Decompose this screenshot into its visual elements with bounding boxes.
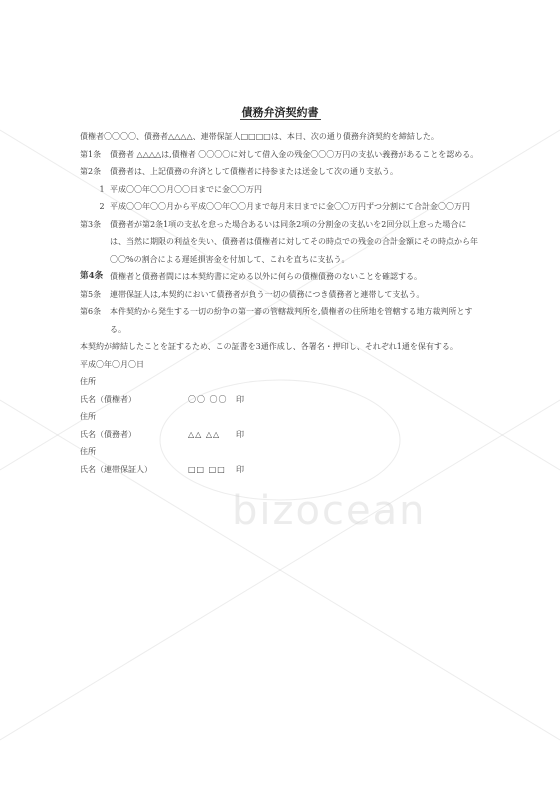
- item-text: 平成〇〇年〇〇月〇〇日までに金〇〇万円: [110, 184, 262, 194]
- item-text: 平成〇〇年〇〇月から平成〇〇年〇〇月まで毎月末日までに金〇〇万円ずつ分割にて合計金〇〇万円: [110, 202, 470, 211]
- article-label: 第6条: [80, 307, 102, 316]
- article-5: [80, 286, 482, 304]
- article-1: [80, 146, 482, 164]
- signer-role: 氏名（連帯保証人）: [80, 464, 152, 474]
- list-item: [80, 181, 482, 199]
- item-number: 1: [99, 184, 105, 194]
- seal-mark: 印: [236, 429, 244, 439]
- closing-paragraph: 本契約が締結したことを証するため、この証書を3通作成し、各署名・押印し、それぞれ1通を保有する。: [80, 342, 458, 351]
- signer-name: △△ △△: [188, 429, 221, 439]
- article-label: 第3条: [80, 219, 102, 229]
- watermark-text: bizocean: [232, 488, 427, 534]
- signer-name: 〇〇 〇〇: [188, 394, 228, 404]
- article-text: 連帯保証人は,本契約において債務者が負う一切の債務につき債務者と連帯して支払う。: [110, 289, 425, 299]
- article-label: 第1条: [80, 149, 102, 159]
- article-3: [80, 216, 482, 269]
- signer-role: 氏名（債権者）: [80, 394, 136, 404]
- address-label: 住所: [80, 447, 96, 456]
- signature-row-creditor: [80, 391, 482, 409]
- signature-row-guarantor: [80, 461, 482, 479]
- signer-name: □□ □□: [188, 464, 226, 474]
- contract-date: 平成〇年〇月〇日: [80, 359, 144, 369]
- intro-paragraph: 債権者〇〇〇〇、債務者△△△△、連帯保証人□□□□は、本日、次の通り債務弁済契約を締結した。: [80, 132, 439, 141]
- article-text: 債務者 △△△△は,債権者 〇〇〇〇に対して借入金の残金〇〇〇万円の支払い義務があることを認める。: [110, 149, 479, 159]
- signer-role: 氏名（債務者）: [80, 429, 136, 439]
- article-4: [80, 268, 482, 286]
- item-number: 2: [99, 202, 105, 211]
- seal-mark: 印: [236, 464, 244, 474]
- article-text: 債権者と債務者間には本契約書に定める以外に何らの債権債務のないことを確認する。: [110, 272, 422, 281]
- article-label: 第5条: [80, 289, 102, 299]
- address-label: 住所: [80, 412, 96, 421]
- address-label: 住所: [80, 377, 96, 386]
- article-text: 債務者が第2条1項の支払を怠った場合あるいは同条2項の分割金の支払いを2回分以上怠った場合には、当然に期限の利益を失い、債務者は債権者に対してその時点での残金の合計金額にその時点から年〇〇%の割合による遅延損害金を付加して、これを直ちに支払う。: [110, 219, 478, 264]
- article-text: 債務者は、上記債務の弁済として債権者に持参または送金して次の通り支払う。: [110, 167, 398, 176]
- article-label: 第2条: [80, 167, 102, 176]
- article-label: 第4条: [80, 271, 104, 281]
- article-6: [80, 303, 482, 338]
- signature-row-debtor: [80, 426, 482, 444]
- list-item: [80, 198, 482, 216]
- article-text: 本件契約から発生する一切の紛争の第一審の管轄裁判所を,債権者の住所地を管轄する地方裁判所とする。: [110, 307, 473, 334]
- seal-mark: 印: [236, 394, 244, 404]
- document-body: [80, 128, 482, 478]
- document-title: 債務弁済契約書: [241, 106, 319, 119]
- article-2: [80, 163, 482, 181]
